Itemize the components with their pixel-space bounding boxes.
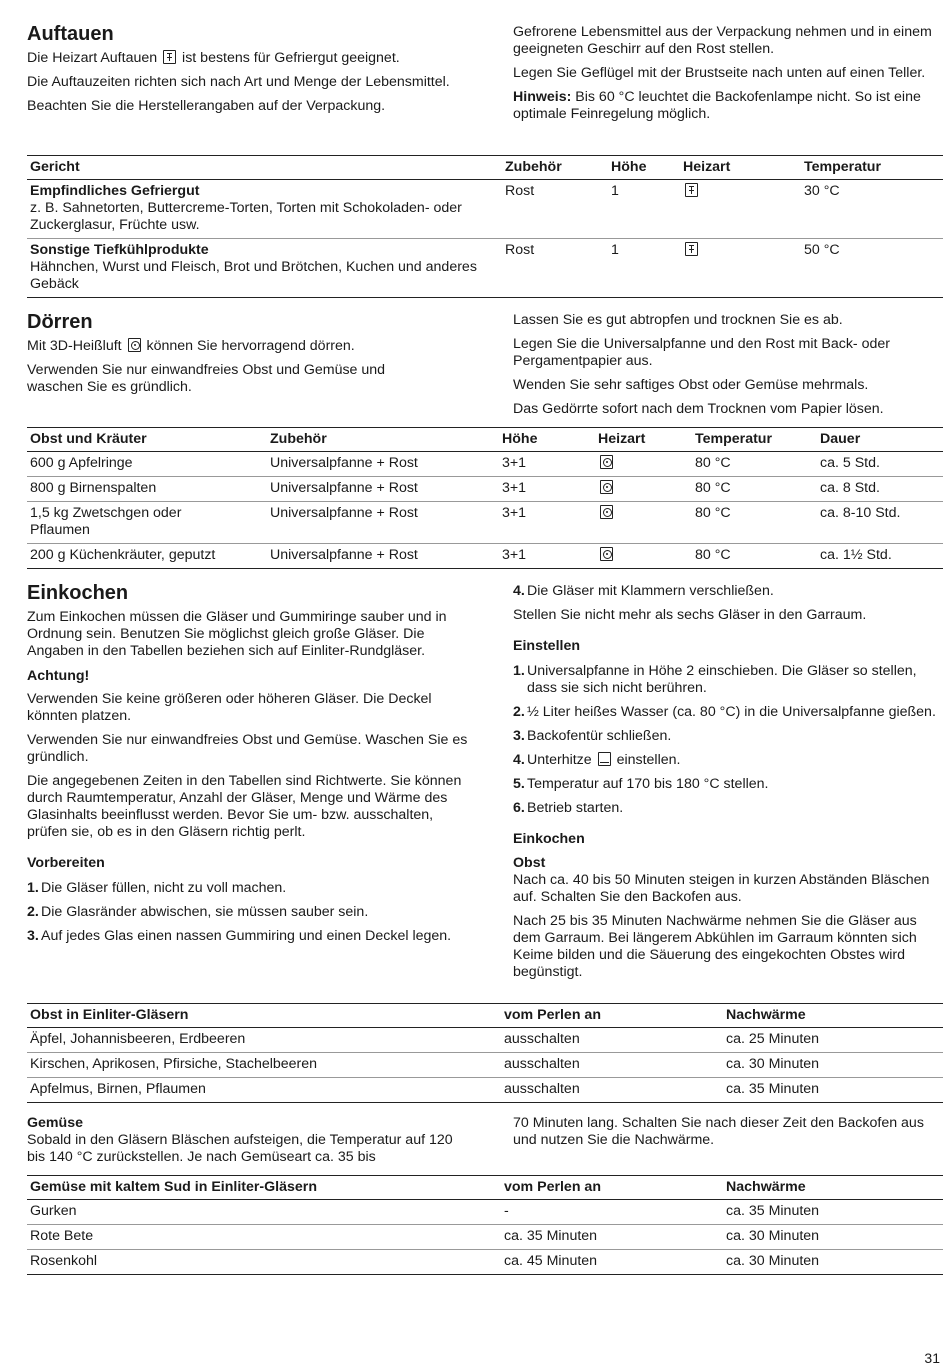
- table-header: Höhe: [499, 428, 595, 452]
- table-header: Temperatur: [692, 428, 817, 452]
- subheading-achtung: Achtung!: [27, 668, 90, 684]
- page-number: 31: [924, 1350, 940, 1366]
- section-title-einkochen: Einkochen: [27, 582, 129, 604]
- hot-air-3d-icon: [600, 455, 613, 469]
- dish-title: Empfindliches Gefriergut: [30, 183, 200, 199]
- paragraph: Wenden Sie sehr saftiges Obst oder Gemüse mehrmals.: [513, 377, 869, 393]
- paragraph: Mit 3D-Heißluft können Sie hervorragend dörren.: [27, 338, 355, 354]
- hot-air-3d-icon: [600, 505, 613, 519]
- table-header: Heizart: [595, 428, 692, 452]
- table-header: Nachwärme: [723, 1176, 943, 1200]
- section-title-doerren: Dörren: [27, 311, 93, 333]
- table-header: Zubehör: [267, 428, 499, 452]
- section-auftauen: [27, 22, 943, 298]
- paragraph: Sobald in den Gläsern Bläschen aufsteigen, die Temperatur auf 120 bis 140 °C zurückstellen. Je nach Gemüseart ca. 35 bis: [27, 1132, 453, 1165]
- thaw-icon: [685, 242, 698, 256]
- paragraph: Zum Einkochen müssen die Gläser und Gummiringe sauber und in Ordnung sein. Benutzen Sie möglichst gleich große Gläser. Die Angaben in den Tabellen beziehen sich auf Einliter-Rundgläser.: [27, 609, 447, 659]
- table-header: Heizart: [680, 156, 801, 180]
- paragraph: Die Auftauzeiten richten sich nach Art und Menge der Lebensmittel.: [27, 74, 450, 90]
- table-header: Obst und Kräuter: [27, 428, 267, 452]
- table-row: Kirschen, Aprikosen, Pfirsiche, Stachelbeeren ausschalten ca. 30 Minuten: [27, 1053, 943, 1078]
- list-item: 6. Betrieb starten.: [513, 800, 624, 816]
- dish-desc: z. B. Sahnetorten, Buttercreme-Torten, Torten mit Schokoladen- oder Zuckerglasur, Früchte usw.: [30, 200, 462, 233]
- table-header: Obst in Einliter-Gläsern: [27, 1004, 501, 1028]
- table-header: Höhe: [608, 156, 680, 180]
- steps-einstellen: [513, 663, 943, 817]
- paragraph: Verwenden Sie keine größeren oder höheren Gläser. Die Deckel könnten platzen.: [27, 691, 432, 724]
- subheading-obst: Obst: [513, 855, 546, 871]
- list-item: 3. Backofentür schließen.: [513, 728, 672, 744]
- paragraph: Nach ca. 40 bis 50 Minuten steigen in kurzen Abständen Bläschen auf. Schalten Sie den Backofen aus.: [513, 872, 930, 905]
- list-item: 4. Unterhitze einstellen.: [513, 752, 681, 768]
- subheading-einkochen: Einkochen: [513, 831, 585, 847]
- table-row: Sonstige Tiefkühlprodukte Hähnchen, Wurst und Fleisch, Brot und Brötchen, Kuchen und anderes Gebäck Rost 1 50 °C: [27, 239, 943, 298]
- list-item: 3. Auf jedes Glas einen nassen Gummiring und einen Deckel legen.: [27, 928, 452, 944]
- list-item: 4. Die Gläser mit Klammern verschließen.: [513, 583, 774, 599]
- paragraph: Die Heizart Auftauen ist bestens für Gefriergut geeignet.: [27, 50, 400, 66]
- table-auftauen: [27, 155, 943, 298]
- table-header: Gemüse mit kaltem Sud in Einliter-Gläsern: [27, 1176, 501, 1200]
- list-item: 5. Temperatur auf 170 bis 180 °C stellen.: [513, 776, 769, 792]
- table-header: Gericht: [27, 156, 502, 180]
- list-item: 2. Die Glasränder abwischen, sie müssen sauber sein.: [27, 904, 369, 920]
- table-row: Empfindliches Gefriergut z. B. Sahnetorten, Buttercreme-Torten, Torten mit Schokoladen- oder Zuckerglasur, Früchte usw. Rost 1 30 °C: [27, 180, 943, 239]
- dish-desc: Hähnchen, Wurst und Fleisch, Brot und Brötchen, Kuchen und anderes Gebäck: [30, 259, 477, 292]
- table-row: Apfelmus, Birnen, Pflaumen ausschalten ca. 35 Minuten: [27, 1078, 943, 1103]
- paragraph: Verwenden Sie nur einwandfreies Obst und Gemüse und waschen Sie es gründlich.: [27, 362, 386, 395]
- table-header: vom Perlen an: [501, 1176, 723, 1200]
- table-row: 800 g Birnenspalten Universalpfanne + Rost 3+1 80 °C ca. 8 Std.: [27, 477, 943, 502]
- thaw-icon: [163, 50, 176, 64]
- table-header: Zubehör: [502, 156, 608, 180]
- subheading-einstellen: Einstellen: [513, 638, 581, 654]
- table-row: Rote Bete ca. 35 Minuten ca. 30 Minuten: [27, 1225, 943, 1250]
- section-title-auftauen: Auftauen: [27, 23, 114, 45]
- hot-air-3d-icon: [600, 547, 613, 561]
- thaw-icon: [685, 183, 698, 197]
- table-row: 600 g Apfelringe Universalpfanne + Rost 3+1 80 °C ca. 5 Std.: [27, 452, 943, 477]
- section-einkochen: [27, 581, 943, 1275]
- paragraph: Lassen Sie es gut abtropfen und trocknen Sie es ab.: [513, 312, 843, 328]
- hot-air-3d-icon: [128, 338, 141, 352]
- table-header: Temperatur: [801, 156, 943, 180]
- table-header: vom Perlen an: [501, 1004, 723, 1028]
- table-row: Äpfel, Johannisbeeren, Erdbeeren ausschalten ca. 25 Minuten: [27, 1028, 943, 1053]
- paragraph: Verwenden Sie nur einwandfreies Obst und Gemüse. Waschen Sie es gründlich.: [27, 732, 468, 765]
- list-item: 1. Universalpfanne in Höhe 2 einschieben. Die Gläser so stellen, dass sie sich nicht berühren.: [513, 663, 917, 696]
- bottom-heat-icon: [598, 752, 611, 766]
- table-row: 1,5 kg Zwetschgen oder Pflaumen Universalpfanne + Rost 3+1 80 °C ca. 8-10 Std.: [27, 502, 943, 544]
- subheading-gemuese: Gemüse: [27, 1115, 83, 1131]
- table-doerren: [27, 427, 943, 569]
- table-row: Gurken - ca. 35 Minuten: [27, 1200, 943, 1225]
- list-item: 1. Die Gläser füllen, nicht zu voll machen.: [27, 880, 287, 896]
- paragraph: Nach 25 bis 35 Minuten Nachwärme nehmen Sie die Gläser aus dem Garraum. Bei längerem Abkühlen im Garraum könnten sich Keime bilden und die Säuerung des eingekochten Obstes wird begünstigt.: [513, 913, 917, 980]
- dish-title: Sonstige Tiefkühlprodukte: [30, 242, 209, 258]
- hint-paragraph: Hinweis: Bis 60 °C leuchtet die Backofenlampe nicht. So ist eine optimale Feinregelung möglich.: [513, 89, 921, 122]
- manual-page: [27, 22, 943, 1275]
- steps-vorbereiten-cont: [513, 583, 943, 600]
- section-doerren: [27, 310, 943, 569]
- paragraph: Stellen Sie nicht mehr als sechs Gläser in den Garraum.: [513, 607, 867, 623]
- paragraph: Legen Sie Geflügel mit der Brustseite nach unten auf einen Teller.: [513, 65, 926, 81]
- paragraph: Die angegebenen Zeiten in den Tabellen sind Richtwerte. Sie können durch Raumtemperatur, Anzahl der Gläser, Menge und Wärme des Glasinhalts beeinflusst werden. Bevor Sie um- bzw. ausschalten, prüfen sie, ob es in den Gläsern richtig perlt.: [27, 773, 462, 840]
- paragraph: Das Gedörrte sofort nach dem Trocknen vom Papier lösen.: [513, 401, 884, 417]
- hot-air-3d-icon: [600, 480, 613, 494]
- steps-vorbereiten: [27, 880, 473, 945]
- table-obst: [27, 1003, 943, 1103]
- table-gemuese: [27, 1175, 943, 1275]
- paragraph: Gefrorene Lebensmittel aus der Verpackung nehmen und in einem geeigneten Geschirr auf den Rost stellen.: [513, 24, 932, 57]
- table-header: Nachwärme: [723, 1004, 943, 1028]
- table-row: Rosenkohl ca. 45 Minuten ca. 30 Minuten: [27, 1250, 943, 1275]
- paragraph: 70 Minuten lang. Schalten Sie nach dieser Zeit den Backofen aus und nutzen Sie die Nachwärme.: [513, 1115, 924, 1148]
- paragraph: Legen Sie die Universalpfanne und den Rost mit Back- oder Pergamentpapier aus.: [513, 336, 890, 369]
- table-row: 200 g Küchenkräuter, geputzt Universalpfanne + Rost 3+1 80 °C ca. 1½ Std.: [27, 544, 943, 569]
- subheading-vorbereiten: Vorbereiten: [27, 855, 105, 871]
- table-header: Dauer: [817, 428, 943, 452]
- list-item: 2. ½ Liter heißes Wasser (ca. 80 °C) in die Universalpfanne gießen.: [513, 704, 936, 720]
- paragraph: Beachten Sie die Herstellerangaben auf der Verpackung.: [27, 98, 386, 114]
